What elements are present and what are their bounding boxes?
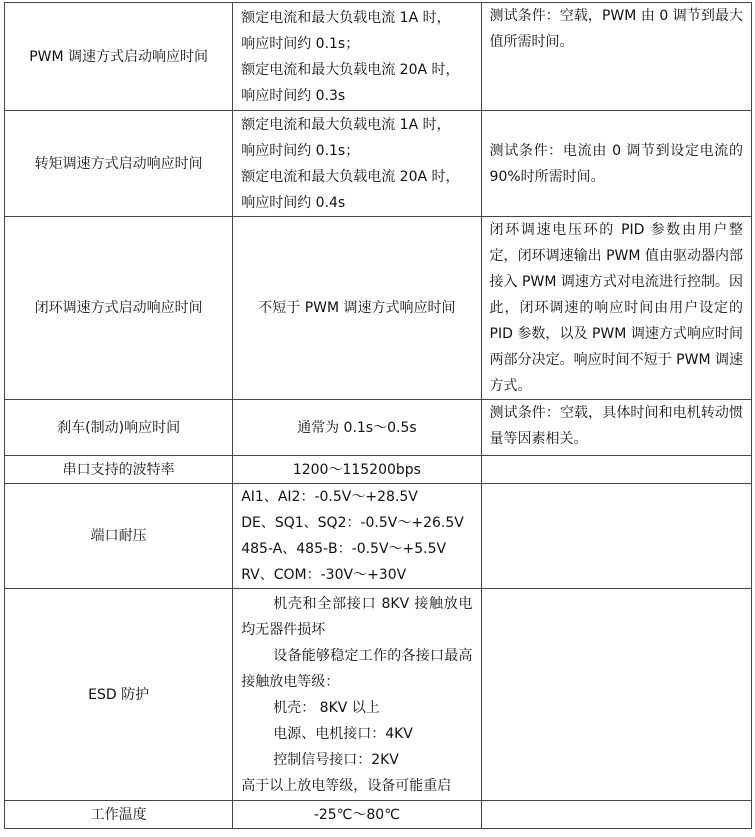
esd-level-line: 机壳： 8KV 以上 [273,699,380,716]
value-cell: -25℃～80℃ [233,801,481,829]
value-line: 响应时间约 0.1s； [241,142,360,159]
esd-level-line: 控制信号接口：2KV [273,751,399,768]
note-cell [481,456,751,484]
table-row [5,400,752,456]
table-row [5,484,752,589]
value-cell [233,589,481,801]
value-cell [233,484,481,589]
esd-paragraph: 机壳和全部接口 8KV 接触放电均无器件损坏 [241,595,473,638]
esd-level-line: 电源、电机接口：4KV [273,725,413,742]
param-cell: 闭环调速方式启动响应时间 [5,217,233,400]
value-line: DE、SQ1、SQ2：-0.5V～+26.5V [241,515,464,531]
value-cell [233,3,481,111]
value-line: RV、COM：-30V～+30V [241,567,407,583]
spec-table [4,2,752,829]
value-line: 响应时间约 0.3s [241,87,346,104]
esd-paragraph: 高于以上放电等级，设备可能重启 [241,777,452,794]
value-cell: 通常为 0.1s～0.5s [233,400,481,456]
value-cell [233,111,481,217]
note-cell: 闭环调速电压环的 PID 参数由用户整定，闭环调速输出 PWM 值由驱动器内部接入 PWM 调速方式对电流进行控制。因此，闭环调速的响应时间由用户设定的 PID 参数，以及 PWM 调速方式响应时间两部分决定。响应时间不短于 PWM 调速方式。 [481,217,751,400]
note-cell [481,801,751,829]
param-cell: ESD 防护 [5,589,233,801]
table-row [5,801,752,829]
note-cell: 测试条件：空载，具体时间和电机转动惯量等因素相关。 [481,400,751,456]
param-cell: 串口支持的波特率 [5,456,233,484]
param-cell: 工作温度 [5,801,233,829]
note-cell: 测试条件：电流由 0 调节到设定电流的 90%时所需时间。 [481,111,751,217]
value-cell: 不短于 PWM 调速方式响应时间 [233,217,481,400]
value-line: 额定电流和最大负载电流 20A 时， [241,168,460,185]
value-line: 485-A、485-B：-0.5V～+5.5V [241,541,447,557]
table-row [5,589,752,801]
param-cell: 转矩调速方式启动响应时间 [5,111,233,217]
param-cell: PWM 调速方式启动响应时间 [5,3,233,111]
param-cell: 刹车(制动)响应时间 [5,400,233,456]
table-row [5,217,752,400]
note-cell: 测试条件：空载，PWM 由 0 调节到最大值所需时间。 [481,3,751,111]
table-row [5,111,752,217]
value-line: 额定电流和最大负载电流 20A 时， [241,61,460,78]
value-line: AI1、AI2：-0.5V～+28.5V [241,489,418,505]
table-row [5,456,752,484]
note-cell [481,589,751,801]
value-cell: 1200～115200bps [233,456,481,484]
value-line: 响应时间约 0.1s； [241,35,360,52]
table-row [5,3,752,111]
value-line: 响应时间约 0.4s [241,194,346,211]
esd-paragraph: 设备能够稳定工作的各接口最高接触放电等级： [241,647,473,690]
note-cell [481,484,751,589]
value-line: 额定电流和最大负载电流 1A 时， [241,9,451,26]
value-line: 额定电流和最大负载电流 1A 时， [241,116,451,133]
param-cell: 端口耐压 [5,484,233,589]
